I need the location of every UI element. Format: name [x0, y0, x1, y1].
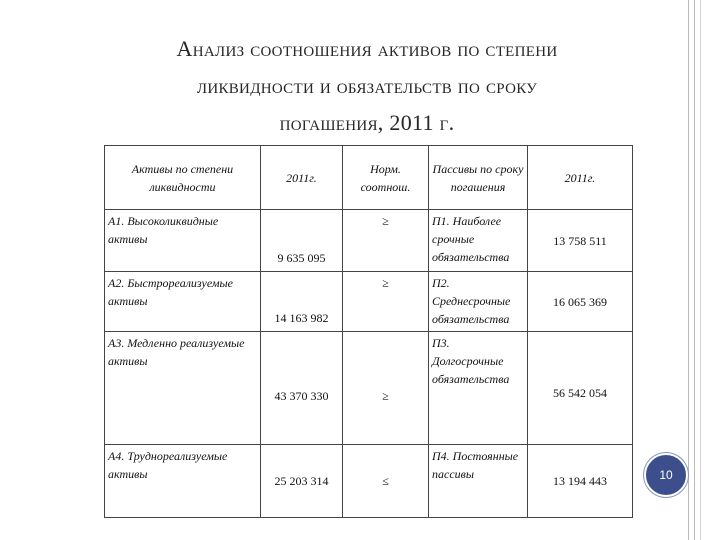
page-number-badge: 10 [644, 453, 688, 497]
liability-value-cell: 13 758 511 [528, 210, 633, 272]
table-row [105, 332, 633, 445]
decor-line [688, 0, 689, 540]
header-cell: Пассивы по сроку погашения [429, 146, 528, 210]
liability-cell: П4. Постоянные пассивы [429, 445, 528, 518]
liability-cell: П1. Наиболее срочные обязательства [429, 210, 528, 272]
table-row [105, 445, 633, 518]
asset-cell: А3. Медленно реализуемые активы [105, 332, 261, 445]
asset-cell: А1. Высоколиквидные активы [105, 210, 261, 272]
liability-cell: П3. Долгосрочные обязательства [429, 332, 528, 445]
header-cell: 2011г. [261, 146, 343, 210]
asset-value-cell: 25 203 314 [261, 445, 343, 518]
liability-value-cell: 13 194 443 [528, 445, 633, 518]
ratio-sign-cell: ≥ [343, 272, 429, 332]
liability-cell: П2. Среднесрочные обязательства [429, 272, 528, 332]
decor-line [700, 0, 701, 540]
ratio-sign-cell: ≥ [343, 210, 429, 272]
decor-line [694, 0, 695, 540]
header-cell: Активы по степени ликвидности [105, 146, 261, 210]
asset-value-cell: 9 635 095 [261, 210, 343, 272]
header-cell: 2011г. [528, 146, 633, 210]
table-header-row [105, 146, 633, 210]
asset-cell: А4. Труднореализуемые активы [105, 445, 261, 518]
liability-value-cell: 56 542 054 [528, 332, 633, 445]
slide-title [72, 30, 662, 141]
header-cell: Норм. соотнош. [343, 146, 429, 210]
liquidity-table [104, 145, 633, 518]
title-line: ликвидности и обязательств по сроку [196, 73, 538, 98]
asset-value-cell: 43 370 330 [261, 332, 343, 445]
asset-cell: А2. Быстрореализуемые активы [105, 272, 261, 332]
title-line: погашения, 2011 г. [279, 110, 455, 135]
table-row [105, 272, 633, 332]
asset-value-cell: 14 163 982 [261, 272, 343, 332]
title-line: Анализ соотношения активов по степени [176, 36, 558, 61]
ratio-sign-cell: ≥ [343, 332, 429, 445]
liability-value-cell: 16 065 369 [528, 272, 633, 332]
ratio-sign-cell: ≤ [343, 445, 429, 518]
table-row [105, 210, 633, 272]
